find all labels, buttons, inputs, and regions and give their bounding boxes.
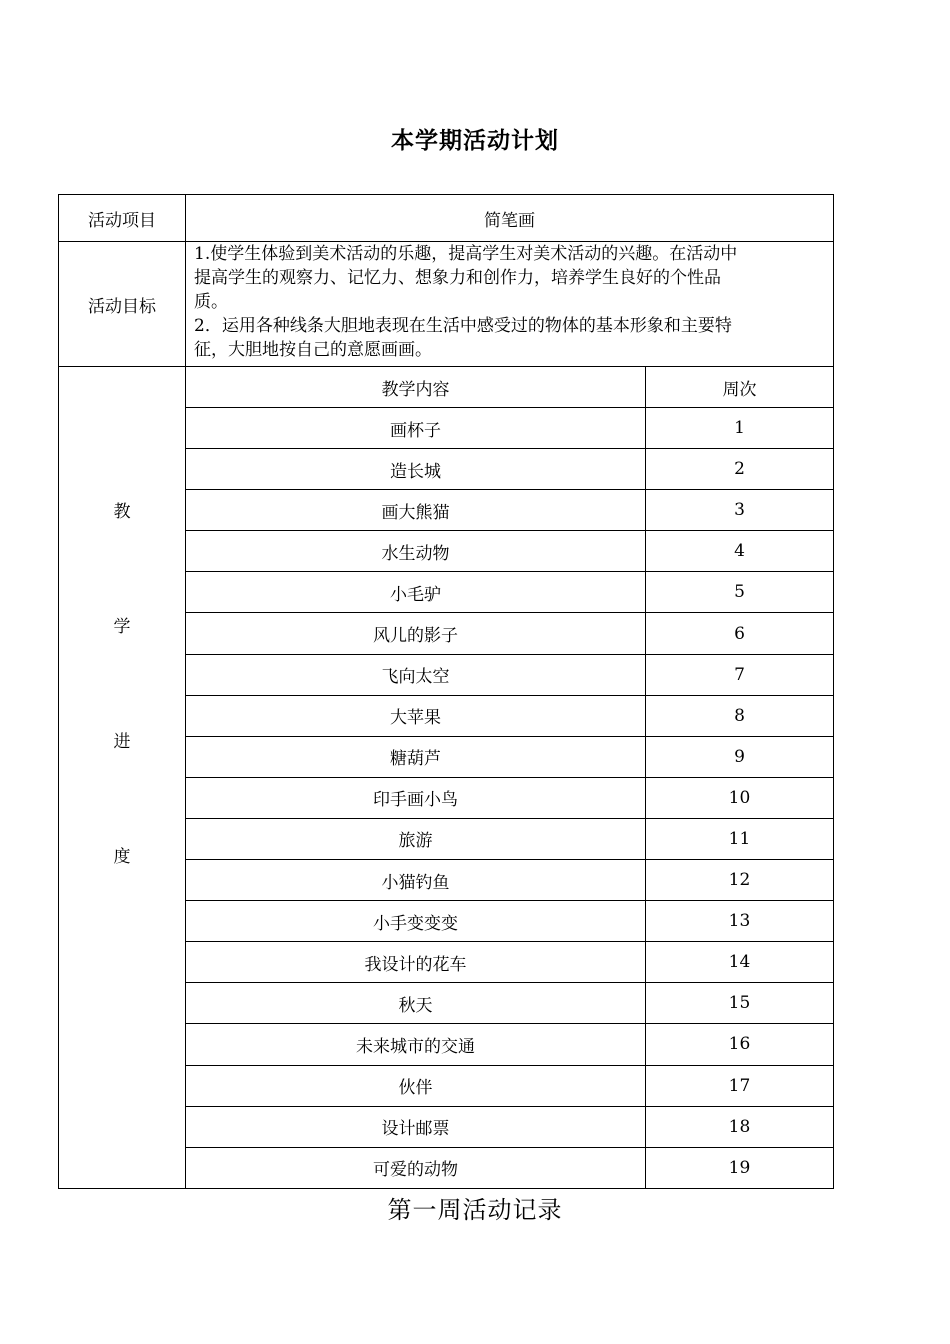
progress-label [59,367,186,1189]
progress-label-char: 教 [113,502,131,523]
lesson-content-cell: 小毛驴 [186,572,646,613]
lesson-content-cell: 大苹果 [186,695,646,736]
lesson-week-cell: 9 [646,736,834,777]
lesson-content-cell: 小手变变变 [186,901,646,942]
lesson-week-cell: 1 [646,408,834,449]
lesson-week-cell: 8 [646,695,834,736]
progress-label-char: 度 [113,847,131,868]
lesson-content-cell: 糖葫芦 [186,736,646,777]
goal-line: 提高学生的观察力、记忆力、想象力和创作力，培养学生良好的个性品 [194,268,721,288]
lesson-week-cell: 15 [646,983,834,1024]
progress-label-char: 学 [113,617,131,638]
goal-line: 1.使学生体验到美术活动的乐趣，提高学生对美术活动的兴趣。在活动中 [194,244,738,264]
page-title: 本学期活动计划 [391,128,559,154]
goal-line: 征，大胆地按自己的意愿画画。 [194,340,432,360]
progress-header-row [59,367,834,408]
lesson-week-cell: 16 [646,1024,834,1065]
lesson-week-cell: 19 [646,1147,834,1188]
lesson-content-cell: 印手画小鸟 [186,777,646,818]
week-record-title: 第一周活动记录 [387,1196,563,1224]
activity-goal-text [186,242,834,367]
lesson-week-cell: 2 [646,449,834,490]
lesson-content-cell: 造长城 [186,449,646,490]
content-header: 教学内容 [186,367,646,408]
progress-label-char: 进 [113,732,131,753]
activity-goal-label: 活动目标 [59,242,186,367]
lesson-week-cell: 10 [646,777,834,818]
lesson-week-cell: 17 [646,1065,834,1106]
goal-line: 质。 [194,292,228,312]
lesson-week-cell: 7 [646,654,834,695]
lesson-week-cell: 6 [646,613,834,654]
lesson-content-cell: 我设计的花车 [186,942,646,983]
lesson-week-cell: 3 [646,490,834,531]
lesson-content-cell: 旅游 [186,818,646,859]
lesson-content-cell: 未来城市的交通 [186,1024,646,1065]
lesson-week-cell: 14 [646,942,834,983]
activity-item-row [59,195,834,242]
lesson-content-cell: 小猫钓鱼 [186,860,646,901]
lesson-content-cell: 水生动物 [186,531,646,572]
lesson-content-cell: 风儿的影子 [186,613,646,654]
lesson-week-cell: 13 [646,901,834,942]
goal-line: 2．运用各种线条大胆地表现在生活中感受过的物体的基本形象和主要特 [194,316,732,336]
lesson-week-cell: 11 [646,818,834,859]
lesson-content-cell: 秋天 [186,983,646,1024]
activity-goal-row [59,242,834,367]
lesson-content-cell: 画杯子 [186,408,646,449]
lesson-week-cell: 12 [646,860,834,901]
lesson-week-cell: 5 [646,572,834,613]
week-header: 周次 [646,367,834,408]
activity-plan-table [58,194,834,1189]
lesson-content-cell: 伙伴 [186,1065,646,1106]
lesson-week-cell: 18 [646,1106,834,1147]
lesson-content-cell: 画大熊猫 [186,490,646,531]
lesson-content-cell: 可爱的动物 [186,1147,646,1188]
activity-item-label: 活动项目 [59,195,186,242]
activity-item-value: 简笔画 [186,195,834,242]
lesson-week-cell: 4 [646,531,834,572]
lesson-content-cell: 飞向太空 [186,654,646,695]
lesson-content-cell: 设计邮票 [186,1106,646,1147]
